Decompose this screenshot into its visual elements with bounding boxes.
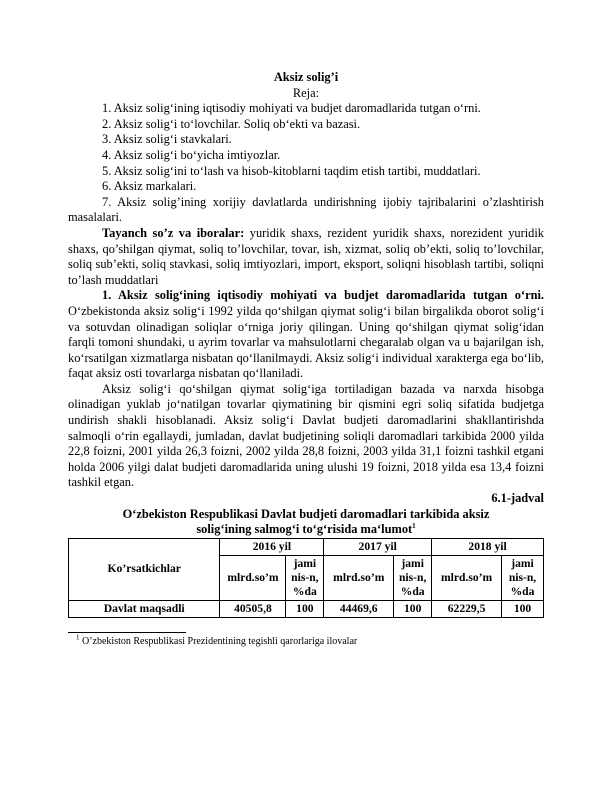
keywords-paragraph [68, 226, 544, 288]
plan-item-4: 4. Aksiz solig‘i bo‘yicha imtiyozlar. [102, 147, 281, 162]
plan-item-3: 3. Aksiz solig‘i stavkalari. [102, 132, 232, 147]
table-label: 6.1-jadval [491, 491, 544, 506]
share-line-3: %da [510, 584, 535, 598]
footnote-number: 1 [76, 633, 80, 642]
section1-heading: 1. Aksiz solig‘ining iqtisodiy mohiyati va budjet daromadlarida tutgan o‘rni. [102, 288, 544, 303]
year-header-2017: 2017 yil [324, 538, 432, 555]
share-line-1: jami [511, 556, 534, 570]
share-line-1: jami [401, 556, 424, 570]
section1-paragraph [68, 288, 544, 382]
plan-label: Reja: [292, 85, 320, 100]
year-header-2016: 2016 yil [220, 538, 324, 555]
year-header-2018: 2018 yil [432, 538, 544, 555]
paragraph-2: Aksiz solig‘i qo‘shilgan qiymat solig‘iga tortiladigan bazada va narxda hisobga olinadigan yuklab jo‘natilgan tovarlar qiymatining bir qismini egri soliq sifatida budjetga undirish shakli hisoblanadi. Aksiz solig‘i Davlat budjeti daromadlarini shakllantirishda salmoqli o‘rin egallaydi, jumladan, davlat budjetining soliqli daromadlari tarkibida 2000 yilda 22,8 foizni, 2001 yilda 26,3 foizni, 2002 yilda 28,8 foizni, 2003 yilda 31,1 foizni tashkil etgani holda 2006 yilgi dalat budjeti daromadlarida uning ulushi 19 foizni, 2018 yilda esa 13,4 foizni tashkil etgan. [68, 381, 544, 490]
cell-2018-mlrd: 62229,5 [432, 600, 502, 617]
document-page [68, 70, 544, 648]
share-line-3: %da [400, 584, 425, 598]
footnote [76, 635, 544, 648]
table-title-line-2 [68, 522, 544, 538]
cell-2016-mlrd: 40505,8 [220, 600, 286, 617]
share-line-2: nis-n, [508, 570, 537, 584]
share-line-1: jami [293, 556, 317, 570]
share-line-2: nis-n, [291, 570, 319, 584]
subheader-mlrd-2018: mlrd.so’m [432, 555, 502, 600]
table-title-line-1: O‘zbekiston Respublikasi Davlat budjeti daromadlari tarkibida aksiz [122, 506, 490, 521]
keywords-text: yuridik shaxs, rezident yuridik shaxs, norezident yuridik shaxs, qo’shilgan qiymat, soliq to’lovchilar, tovar, ish, xizmat, soliq ob’ekti, soliq to’lovchilar, soliq sub’ekti, soliq stavkasi, soliq imtiyozlari, import, eksport, soliqni hisoblash tartibi, soliqni to’lash muddatlari [68, 225, 544, 287]
footnote-reference: 1 [412, 522, 416, 531]
data-table [68, 538, 544, 618]
row-label: Davlat maqsadli [69, 600, 220, 617]
plan-item-2: 2. Aksiz solig‘i to‘lovchilar. Soliq ob‘ekti va bazasi. [102, 116, 361, 131]
plan-item-6: 6. Aksiz markalari. [102, 179, 197, 194]
section1-text: O‘zbekistonda aksiz solig‘i 1992 yilda qo‘shilgan qiymat solig‘i bilan birgalikda oborot solig‘i va sotuvdan olinadigan soliqlar o‘rniga joriy qilingan. Uning qo‘shilgan qiymat solig‘idan farqli tomoni shundaki, u ayrim tovarlar va mahsulotlarni chegaralab olgan va u bajarilgan ish, ko‘rsatilgan xizmatlarga nisbatan qo‘llanilmaydi. Aksiz solig‘i individual xarakterga ega bo‘lib, faqat aksiz osti tovarlarga nisbatan qo‘llaniladi. [68, 303, 544, 381]
subheader-share-2018 [502, 555, 544, 600]
subheader-share-2016 [286, 555, 324, 600]
share-line-2: nis-n, [398, 570, 427, 584]
subheader-share-2017 [394, 555, 432, 600]
subheader-mlrd-2016: mlrd.so’m [220, 555, 286, 600]
plan-item-5: 5. Aksiz solig‘ini to‘lash va hisob-kitoblarni taqdim etish tartibi, muddatlari. [102, 163, 481, 178]
plan-item-1: 1. Aksiz solig‘ining iqtisodiy mohiyati va budjet daromadlarida tutgan o‘rni. [102, 101, 481, 116]
table-title-text: solig‘ining salmog‘i to‘g‘risida ma‘lumot [196, 522, 413, 537]
plan-item-7: 7. Aksiz solig’ining xorijiy davlatlarda undirishning ijobiy tajribalarini o’zlashtirish masalalari. [68, 194, 544, 225]
cell-2018-share: 100 [502, 600, 544, 617]
row-header-cell: Ko’rsatkichlar [69, 538, 220, 600]
share-line-3: %da [292, 584, 317, 598]
footnote-text: O’zbekiston Respublikasi Prezidentining tegishli qarorlariga ilovalar [82, 635, 358, 647]
subheader-mlrd-2017: mlrd.so’m [324, 555, 394, 600]
cell-2016-share: 100 [286, 600, 324, 617]
document-title: Aksiz solig’i [273, 70, 339, 84]
footnote-divider [68, 632, 186, 633]
cell-2017-share: 100 [394, 600, 432, 617]
cell-2017-mlrd: 44469,6 [324, 600, 394, 617]
keywords-label: Tayanch so’z va iboralar: [102, 225, 245, 240]
table-row [69, 600, 544, 617]
